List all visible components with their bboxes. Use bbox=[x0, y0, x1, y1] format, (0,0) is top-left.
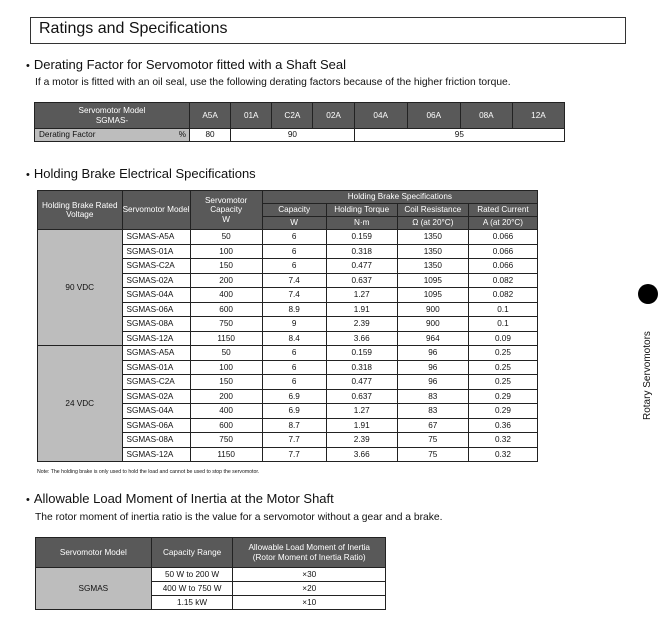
inertia-range: 400 W to 750 W bbox=[151, 582, 233, 596]
model-cell: SGMAS-02A bbox=[122, 389, 190, 404]
model-cell: SGMAS-A5A bbox=[122, 230, 190, 245]
value-cell: 7.4 bbox=[262, 273, 326, 288]
value-cell: 0.082 bbox=[468, 288, 537, 303]
model-header bbox=[35, 103, 190, 129]
value-cell: 96 bbox=[397, 375, 468, 390]
value-cell: 1095 bbox=[397, 273, 468, 288]
header-capacity-unit: W bbox=[222, 214, 230, 224]
value-cell: 6 bbox=[262, 230, 326, 245]
value-cell: 1350 bbox=[397, 230, 468, 245]
value-cell: 7.4 bbox=[262, 288, 326, 303]
value-cell: 0.32 bbox=[468, 447, 537, 462]
value-cell: 6 bbox=[262, 360, 326, 375]
inertia-ratio: ×30 bbox=[233, 568, 386, 582]
model-header-line2: SGMAS- bbox=[95, 115, 129, 125]
value-cell: 83 bbox=[397, 389, 468, 404]
model-cell: 02A bbox=[313, 103, 354, 129]
header-capacity-label: Servomotor Capacity bbox=[204, 196, 248, 215]
value-cell: 0.1 bbox=[468, 317, 537, 332]
section3-text: The rotor moment of inertia ratio is the value for a servomotor without a gear and a brake. bbox=[35, 512, 443, 523]
inertia-header-range: Capacity Range bbox=[151, 538, 233, 568]
value-cell: 50 bbox=[190, 230, 262, 245]
value-cell: 0.066 bbox=[468, 244, 537, 259]
value-cell: 3.66 bbox=[326, 447, 397, 462]
side-tab-text: Rotary Servomotors bbox=[642, 331, 653, 420]
inertia-table bbox=[35, 537, 386, 610]
value-cell: 0.082 bbox=[468, 273, 537, 288]
value-cell: 0.159 bbox=[326, 346, 397, 361]
inertia-range: 1.15 kW bbox=[151, 596, 233, 610]
value-cell: 0.09 bbox=[468, 331, 537, 346]
derating-table bbox=[34, 102, 565, 142]
model-cell: 08A bbox=[460, 103, 512, 129]
value-cell: 96 bbox=[397, 360, 468, 375]
side-tab-dot bbox=[638, 284, 658, 304]
value-cell: 0.318 bbox=[326, 360, 397, 375]
value-cell: 8.9 bbox=[262, 302, 326, 317]
brake-note: Note: The holding brake is only used to hold the load and cannot be used to stop the servomotor. bbox=[37, 469, 260, 475]
value-cell: 1095 bbox=[397, 288, 468, 303]
value-cell: 400 bbox=[190, 404, 262, 419]
model-cell: 06A bbox=[407, 103, 460, 129]
model-cell: SGMAS-08A bbox=[122, 317, 190, 332]
model-cell: SGMAS-08A bbox=[122, 433, 190, 448]
section2-heading-text: Holding Brake Electrical Specifications bbox=[33, 166, 256, 181]
model-cell: 04A bbox=[354, 103, 407, 129]
value-cell: 8.7 bbox=[262, 418, 326, 433]
value-cell: 7.7 bbox=[262, 433, 326, 448]
value-cell: 96 bbox=[397, 346, 468, 361]
value-cell: 0.25 bbox=[468, 360, 537, 375]
model-cell: SGMAS-04A bbox=[122, 288, 190, 303]
model-cell: SGMAS-01A bbox=[122, 360, 190, 375]
inertia-ratio: ×20 bbox=[233, 582, 386, 596]
value-cell: 0.066 bbox=[468, 230, 537, 245]
value-cell: 150 bbox=[190, 375, 262, 390]
value-cell: 2.39 bbox=[326, 317, 397, 332]
value-cell: 400 bbox=[190, 288, 262, 303]
value-cell: 6 bbox=[262, 244, 326, 259]
value-cell: 0.29 bbox=[468, 389, 537, 404]
inertia-ratio: ×10 bbox=[233, 596, 386, 610]
value-cell: 6 bbox=[262, 259, 326, 274]
value-cell: 75 bbox=[397, 447, 468, 462]
section1-text: If a motor is fitted with an oil seal, use the following derating factors because of the higher friction torque. bbox=[35, 77, 511, 88]
value-cell: 150 bbox=[190, 259, 262, 274]
brake-table bbox=[37, 190, 538, 462]
value-cell: 750 bbox=[190, 433, 262, 448]
value-cell: 750 bbox=[190, 317, 262, 332]
value-cell: 9 bbox=[262, 317, 326, 332]
model-header-line1: Servomotor Model bbox=[78, 106, 146, 116]
value-cell: 600 bbox=[190, 418, 262, 433]
derating-unit: % bbox=[157, 129, 190, 142]
model-cell: SGMAS-06A bbox=[122, 302, 190, 317]
value-cell: 1.27 bbox=[326, 288, 397, 303]
value-cell: 600 bbox=[190, 302, 262, 317]
derating-label: Derating Factor bbox=[35, 129, 157, 142]
bullet: • bbox=[26, 169, 30, 181]
title-box bbox=[30, 17, 626, 44]
model-cell: SGMAS-02A bbox=[122, 273, 190, 288]
value-cell: 0.25 bbox=[468, 375, 537, 390]
value-cell: 2.39 bbox=[326, 433, 397, 448]
model-cell: 01A bbox=[231, 103, 272, 129]
value-cell: 0.318 bbox=[326, 244, 397, 259]
value-cell: 75 bbox=[397, 433, 468, 448]
page-title: Ratings and Specifications bbox=[39, 20, 228, 37]
model-cell: SGMAS-06A bbox=[122, 418, 190, 433]
inertia-header-line2: (Rotor Moment of Inertia Ratio) bbox=[252, 552, 366, 562]
value-cell: 100 bbox=[190, 244, 262, 259]
brake-row bbox=[38, 230, 538, 245]
header-brake-specs: Holding Brake Specifications bbox=[262, 191, 537, 204]
value-cell: 0.637 bbox=[326, 273, 397, 288]
value-cell: 964 bbox=[397, 331, 468, 346]
value-cell: 0.637 bbox=[326, 389, 397, 404]
header-torque-unit: N·m bbox=[326, 217, 397, 230]
header-capacity bbox=[190, 191, 262, 230]
bullet: • bbox=[26, 494, 30, 506]
header-resistance: Coil Resistance bbox=[397, 204, 468, 217]
value-cell: 0.477 bbox=[326, 259, 397, 274]
value-cell: 900 bbox=[397, 317, 468, 332]
header-b-capacity: Capacity bbox=[262, 204, 326, 217]
value-cell: 1150 bbox=[190, 331, 262, 346]
value-cell: 1.91 bbox=[326, 418, 397, 433]
value-cell: 83 bbox=[397, 404, 468, 419]
value-cell: 0.32 bbox=[468, 433, 537, 448]
derating-value: 90 bbox=[231, 129, 355, 142]
value-cell: 200 bbox=[190, 273, 262, 288]
value-cell: 8.4 bbox=[262, 331, 326, 346]
value-cell: 0.25 bbox=[468, 346, 537, 361]
model-cell: SGMAS-A5A bbox=[122, 346, 190, 361]
derating-value: 80 bbox=[189, 129, 230, 142]
model-cell: A5A bbox=[189, 103, 230, 129]
model-cell: 12A bbox=[512, 103, 564, 129]
header-model: Servomotor Model bbox=[122, 191, 190, 230]
value-cell: 0.1 bbox=[468, 302, 537, 317]
inertia-model: SGMAS bbox=[36, 568, 152, 610]
header-b-capacity-unit: W bbox=[262, 217, 326, 230]
value-cell: 900 bbox=[397, 302, 468, 317]
header-resistance-unit: Ω (at 20°C) bbox=[397, 217, 468, 230]
inertia-header-line1: Allowable Load Moment of Inertia bbox=[248, 543, 370, 553]
value-cell: 0.477 bbox=[326, 375, 397, 390]
header-current-unit: A (at 20°C) bbox=[468, 217, 537, 230]
inertia-header-model: Servomotor Model bbox=[36, 538, 152, 568]
value-cell: 6.9 bbox=[262, 404, 326, 419]
bullet: • bbox=[26, 60, 30, 72]
model-cell: SGMAS-12A bbox=[122, 447, 190, 462]
voltage-cell: 24 VDC bbox=[38, 346, 123, 462]
header-torque: Holding Torque bbox=[326, 204, 397, 217]
header-current: Rated Current bbox=[468, 204, 537, 217]
section1-heading bbox=[26, 57, 346, 72]
value-cell: 0.159 bbox=[326, 230, 397, 245]
value-cell: 6 bbox=[262, 346, 326, 361]
inertia-header-value bbox=[233, 538, 386, 568]
section3-heading bbox=[26, 491, 334, 506]
header-voltage: Holding Brake Rated Voltage bbox=[38, 191, 123, 230]
value-cell: 6 bbox=[262, 375, 326, 390]
section3-heading-text: Allowable Load Moment of Inertia at the Motor Shaft bbox=[33, 491, 334, 506]
model-cell: SGMAS-04A bbox=[122, 404, 190, 419]
value-cell: 1350 bbox=[397, 244, 468, 259]
value-cell: 67 bbox=[397, 418, 468, 433]
inertia-range: 50 W to 200 W bbox=[151, 568, 233, 582]
value-cell: 100 bbox=[190, 360, 262, 375]
section1-heading-text: Derating Factor for Servomotor fitted with a Shaft Seal bbox=[33, 57, 346, 72]
model-cell: SGMAS-12A bbox=[122, 331, 190, 346]
value-cell: 0.29 bbox=[468, 404, 537, 419]
value-cell: 0.36 bbox=[468, 418, 537, 433]
value-cell: 50 bbox=[190, 346, 262, 361]
model-cell: SGMAS-C2A bbox=[122, 259, 190, 274]
value-cell: 7.7 bbox=[262, 447, 326, 462]
model-cell: C2A bbox=[272, 103, 313, 129]
value-cell: 3.66 bbox=[326, 331, 397, 346]
value-cell: 6.9 bbox=[262, 389, 326, 404]
value-cell: 200 bbox=[190, 389, 262, 404]
model-cell: SGMAS-C2A bbox=[122, 375, 190, 390]
model-cell: SGMAS-01A bbox=[122, 244, 190, 259]
section2-heading bbox=[26, 166, 256, 181]
value-cell: 1350 bbox=[397, 259, 468, 274]
brake-row bbox=[38, 346, 538, 361]
value-cell: 1.27 bbox=[326, 404, 397, 419]
derating-value: 95 bbox=[354, 129, 564, 142]
value-cell: 1150 bbox=[190, 447, 262, 462]
value-cell: 1.91 bbox=[326, 302, 397, 317]
value-cell: 0.066 bbox=[468, 259, 537, 274]
voltage-cell: 90 VDC bbox=[38, 230, 123, 346]
